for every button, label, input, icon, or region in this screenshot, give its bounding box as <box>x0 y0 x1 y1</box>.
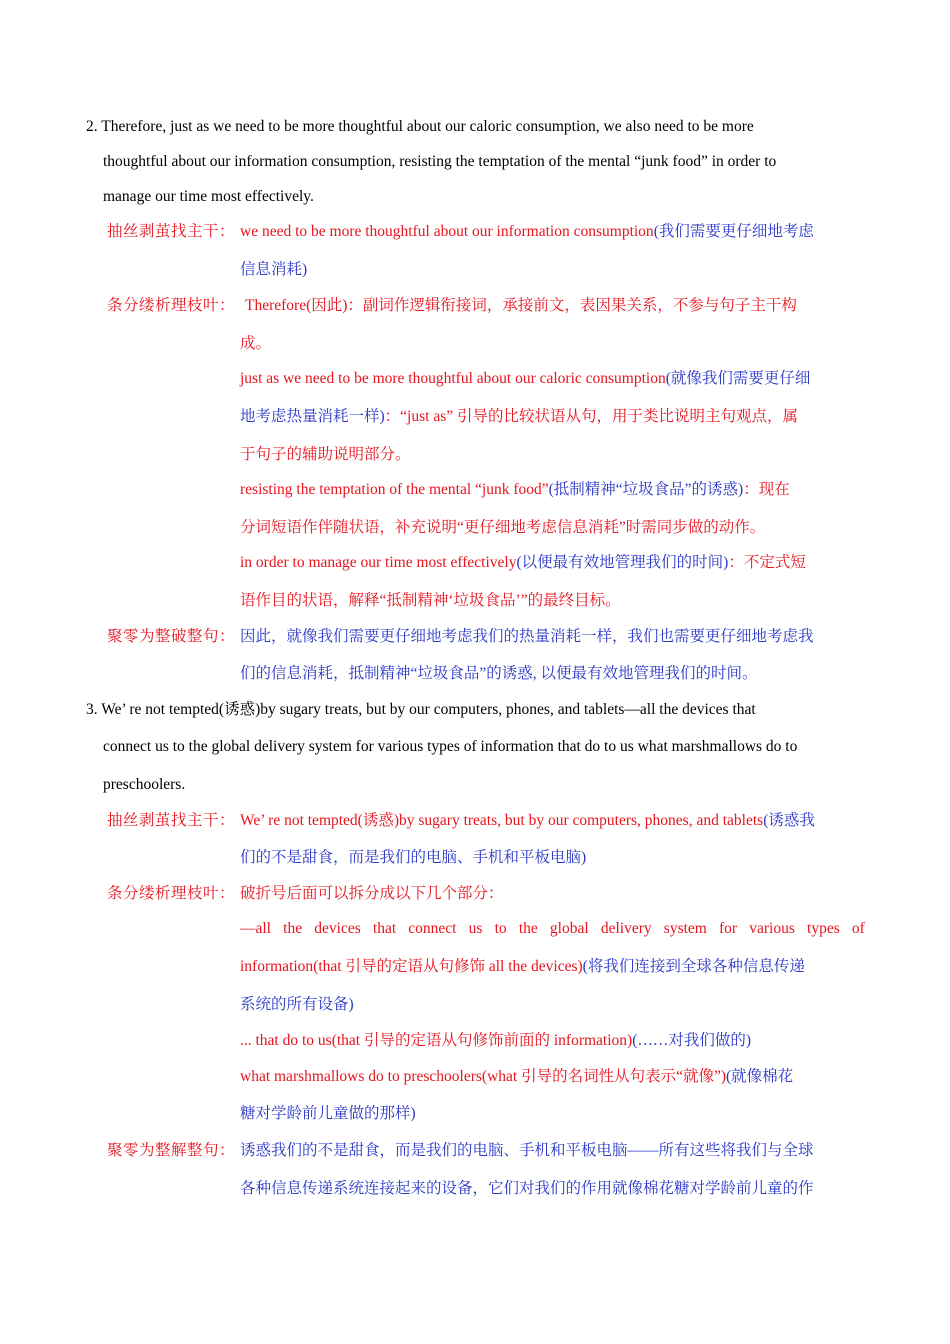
item2-b1-cn-a: ：副词作逻辑衔接词，承接前文，表因果关系，不参与句子主干构 <box>347 297 797 314</box>
item3-b1-line1 <box>240 919 865 939</box>
item3-b2-en: ... that do to us(that 引导的定语从句修饰前面的 information) <box>240 1032 633 1049</box>
item3-b3-en: what marshmallows do to preschoolers(what 引导的名词性从句表示“就像”) <box>240 1068 727 1085</box>
b1-word: global <box>549 920 589 937</box>
b1-word: —all <box>240 920 271 937</box>
item2-whole-a: 因此，就像我们需要更仔细地考虑我们的热量消耗一样，我们也需要更仔细地考虑我 <box>240 628 814 645</box>
item3-b2-cn: (……对我们做的) <box>632 1032 752 1049</box>
b1-word: that <box>372 920 397 937</box>
item2-b3-en: resisting the temptation of the mental “junk food” <box>240 481 549 498</box>
b1-word: delivery <box>600 920 652 937</box>
item2-branch-label: 条分缕析理枝叶： <box>107 297 236 314</box>
item3-b2-line <box>240 1031 751 1051</box>
item3-branch-label: 条分缕析理枝叶： <box>107 885 236 902</box>
item2-b2-cn-b2: ：“just as” 引导的比较状语从句，用于类比说明主句观点，属 <box>384 408 798 425</box>
item3-sentence-text1: We’ re not tempted(诱惑)by sugary treats, but by our computers, phones, and tablets—all the devices that <box>101 701 756 718</box>
b1-word: us <box>468 920 483 937</box>
item3-b1-en2: information(that 引导的定语从句修饰 all the devices) <box>240 958 583 975</box>
b1-word: devices <box>314 920 361 937</box>
item3-whole-b: 各种信息传递系统连接起来的设备，它们对我们的作用就像棉花糖对学龄前儿童的作 <box>240 1180 814 1197</box>
item2-branch2-line1 <box>240 369 810 389</box>
item2-trunk-line1 <box>240 222 814 242</box>
b1-word: system <box>663 920 707 937</box>
item3-whole-label: 聚零为整解整句： <box>107 1142 236 1159</box>
item2-b2-en: just as we need to be more thoughtful about our caloric consumption <box>240 370 666 387</box>
item2-b1-cn-b: 成。 <box>240 335 272 352</box>
b1-word: to <box>494 920 507 937</box>
item2-sentence-line2: thoughtful about our information consumption, resisting the temptation of the mental “junk food” in order to <box>103 153 777 170</box>
item3-trunk-cn-a: (诱惑我 <box>763 812 815 829</box>
item3-b0: 破折号后面可以拆分成以下几个部分： <box>240 885 504 902</box>
item2-b4-cn-a: (以便最有效地管理我们的时间) <box>516 554 729 571</box>
item2-sentence-line3: manage our time most effectively. <box>103 188 314 205</box>
b1-word: types <box>807 920 840 937</box>
item2-trunk-label: 抽丝剥茧找主干： <box>107 223 236 240</box>
item3-sentence-line1 <box>86 700 756 720</box>
b1-word: various <box>749 920 795 937</box>
item3-b3-cn-a: (就像棉花 <box>726 1068 794 1085</box>
item3-trunk-en: We’ re not tempted(诱惑)by sugary treats, but by our computers, phones, and tablets <box>240 812 764 829</box>
item3-sentence-line2: connect us to the global delivery system for various types of information that do to us what marshmallows do to <box>103 738 798 755</box>
item3-sentence-line3: preschoolers. <box>103 776 186 793</box>
item2-b4-cn-a2: ：不定式短 <box>728 554 806 571</box>
item3-trunk-label: 抽丝剥茧找主干： <box>107 812 236 829</box>
item2-b2-cn-b1: 地考虑热量消耗一样) <box>240 408 385 425</box>
item2-sentence-line1 <box>86 117 754 137</box>
item3-b3-cn-b: 糖对学龄前儿童做的那样) <box>240 1105 416 1122</box>
item2-number: 2. <box>86 118 98 135</box>
item2-branch3-line1 <box>240 480 790 500</box>
item2-b1-en: Therefore(因此) <box>245 297 348 314</box>
b1-word: the <box>518 920 538 937</box>
item2-branch2-line2 <box>240 407 798 427</box>
item2-whole-label: 聚零为整破整句： <box>107 628 236 645</box>
b1-word: connect <box>408 920 457 937</box>
item2-b3-cn-a: (抵制精神“垃圾食品”的诱惑) <box>548 481 744 498</box>
b1-word: of <box>851 920 865 937</box>
item2-branch1-line1 <box>245 296 797 316</box>
b1-word: the <box>283 920 303 937</box>
item3-b1-line2 <box>240 957 805 977</box>
item3-b1-cn-a: (将我们连接到全球各种信息传递 <box>582 958 805 975</box>
item2-b4-cn-b: 语作目的状语，解释“抵制精神‘垃圾食品’”的最终目标。 <box>240 592 621 609</box>
b1-word: for <box>719 920 738 937</box>
item2-trunk-en: we need to be more thoughtful about our information consumption <box>240 223 654 240</box>
item2-whole-b: 们的信息消耗，抵制精神“垃圾食品”的诱惑, 以便最有效地管理我们的时间。 <box>240 665 758 682</box>
item2-b3-cn-b: 分词短语作伴随状语，补充说明“更仔细地考虑信息消耗”时需同步做的动作。 <box>240 519 766 536</box>
item3-b1-cn-b: 系统的所有设备) <box>240 996 354 1013</box>
item2-b2-cn-c: 于句子的辅助说明部分。 <box>240 446 411 463</box>
item2-b3-cn-a2: ：现在 <box>743 481 790 498</box>
item2-sentence-text1: Therefore, just as we need to be more thoughtful about our caloric consumption, we also need to be more <box>101 118 754 135</box>
item2-b4-en: in order to manage our time most effectively <box>240 554 517 571</box>
item2-trunk-cn-b: 信息消耗) <box>240 261 308 278</box>
item3-trunk-cn-b: 们的不是甜食，而是我们的电脑、手机和平板电脑) <box>240 849 587 866</box>
item2-b2-cn-a: (就像我们需要更仔细 <box>665 370 811 387</box>
item3-b3-line1 <box>240 1067 793 1087</box>
item3-trunk-line1 <box>240 811 815 831</box>
item2-trunk-cn-a: (我们需要更仔细地考虑 <box>653 223 814 240</box>
item3-number: 3. <box>86 701 98 718</box>
item2-branch4-line1 <box>240 553 806 573</box>
item3-whole-a: 诱惑我们的不是甜食，而是我们的电脑、手机和平板电脑——所有这些将我们与全球 <box>240 1142 814 1159</box>
